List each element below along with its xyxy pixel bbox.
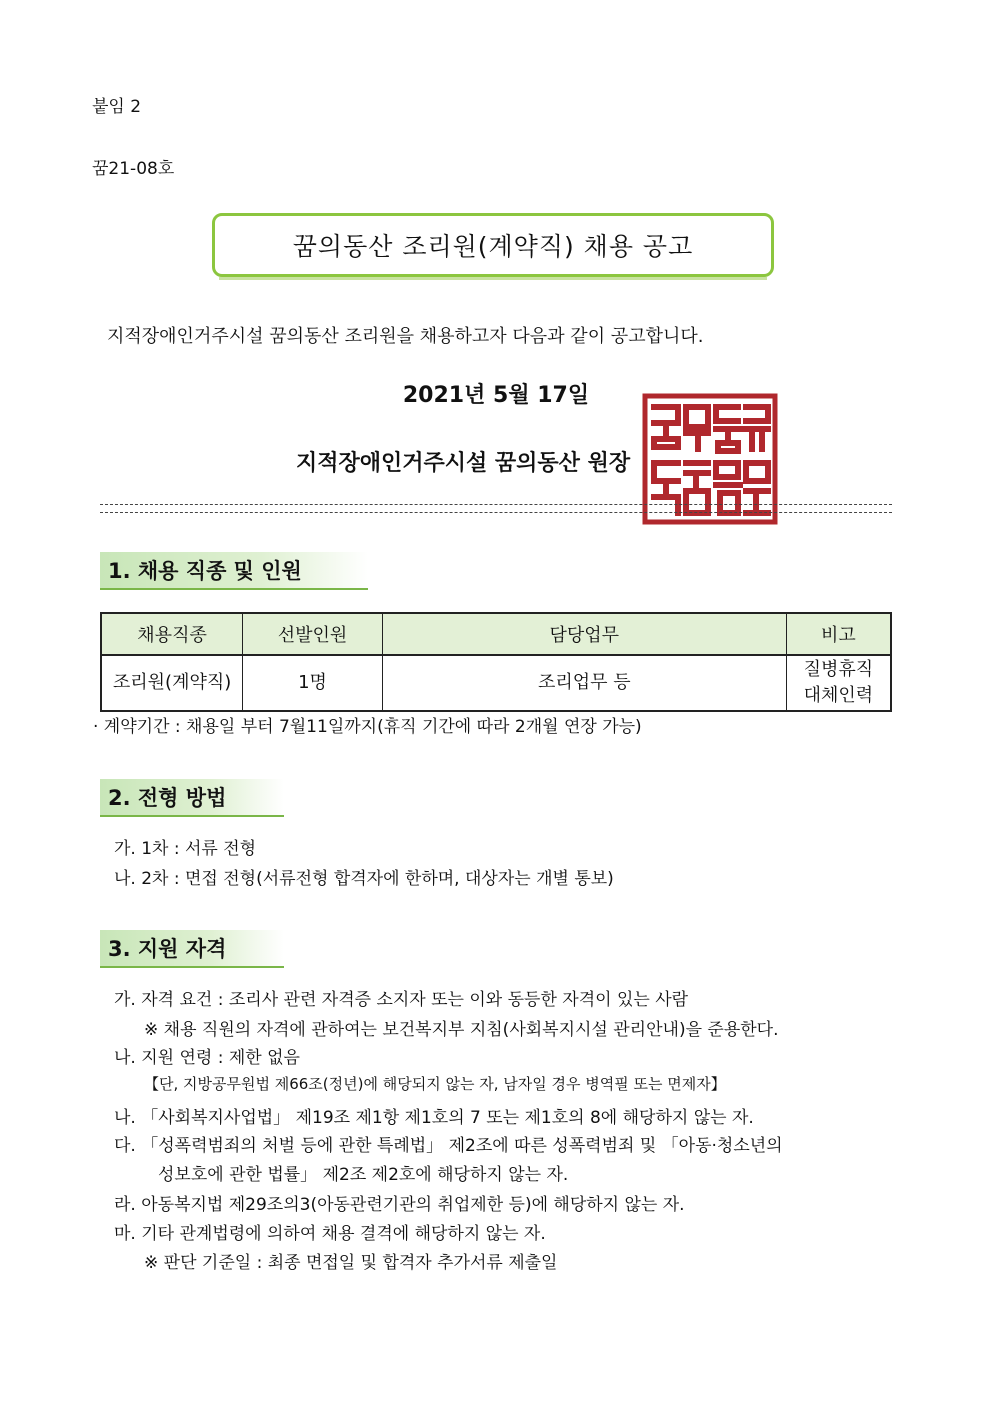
list-item-note: ※ 채용 직원의 자격에 관하여는 보건복지부 지침(사회복지시설 관리안내)을 준용한다. (144, 1020, 779, 1040)
note-cell (786, 655, 891, 711)
list-item-note: 【단, 지방공무원법 제66조(정년)에 해당되지 않는 자, 남자일 경우 병역필 또는 면제자】 (144, 1075, 726, 1093)
title-box (212, 213, 774, 277)
contract-period-note: · 계약기간 : 채용일 부터 7월11일까지(휴직 기간에 따라 2개월 연장 가능) (93, 717, 642, 737)
divider-line (100, 504, 892, 505)
note-line: 질병휴직 (803, 659, 874, 680)
list-item: 다. 「성폭력범죄의 처벌 등에 관한 특례법」 제2조에 따른 성폭력범죄 및 「아동·청소년의 (114, 1136, 783, 1156)
hiring-table (100, 612, 892, 712)
list-item: 나. 「사회복지사업법」 제19조 제1항 제1호의 7 또는 제1호의 8에 해당하지 않는 자. (114, 1108, 754, 1128)
title-box-shadow (219, 277, 767, 280)
list-item-continuation: 성보호에 관한 법률」 제2조 제2호에 해당하지 않는 자. (158, 1165, 569, 1185)
intro-text: 지적장애인거주시설 꿈의동산 조리원을 채용하고자 다음과 같이 공고합니다. (107, 326, 704, 347)
table-header: 비고 (786, 613, 891, 655)
list-item-note: ※ 판단 기준일 : 최종 면접일 및 합격자 추가서류 제출일 (144, 1253, 558, 1273)
attachment-label: 붙임 2 (92, 97, 142, 117)
announcement-date: 2021년 5월 17일 (402, 383, 590, 408)
table-header: 선발인원 (243, 613, 383, 655)
list-item: 나. 2차 : 면접 전형(서류전형 합격자에 한하며, 대상자는 개별 통보) (114, 869, 614, 889)
section-heading-2: 2. 전형 방법 (100, 779, 284, 817)
list-item: 가. 자격 요건 : 조리사 관련 자격증 소지자 또는 이와 동등한 자격이 있는 사람 (114, 990, 689, 1010)
divider-line (100, 512, 892, 513)
page-title: 꿈의동산 조리원(계약직) 채용 공고 (292, 232, 694, 261)
job-type-cell: 조리원(계약직) (101, 655, 243, 711)
table-header: 채용직종 (101, 613, 243, 655)
duty-cell: 조리업무 등 (382, 655, 786, 711)
table-header-row (101, 613, 891, 655)
document-number: 꿈21-08호 (92, 159, 175, 179)
issuer-name: 지적장애인거주시설 꿈의동산 원장 (296, 451, 631, 476)
table-header: 담당업무 (382, 613, 786, 655)
list-item: 가. 1차 : 서류 전형 (114, 839, 257, 859)
list-item: 나. 지원 연령 : 제한 없음 (114, 1048, 300, 1068)
headcount-cell: 1명 (243, 655, 383, 711)
table-row (101, 655, 891, 711)
section-heading-3: 3. 지원 자격 (100, 930, 284, 968)
note-line: 대체인력 (803, 685, 874, 706)
list-item: 마. 기타 관계법령에 의하여 채용 결격에 해당하지 않는 자. (114, 1224, 546, 1244)
list-item: 라. 아동복지법 제29조의3(아동관련기관의 취업제한 등)에 해당하지 않는 자. (114, 1195, 685, 1215)
official-seal (642, 393, 778, 525)
section-heading-1: 1. 채용 직종 및 인원 (100, 552, 368, 590)
